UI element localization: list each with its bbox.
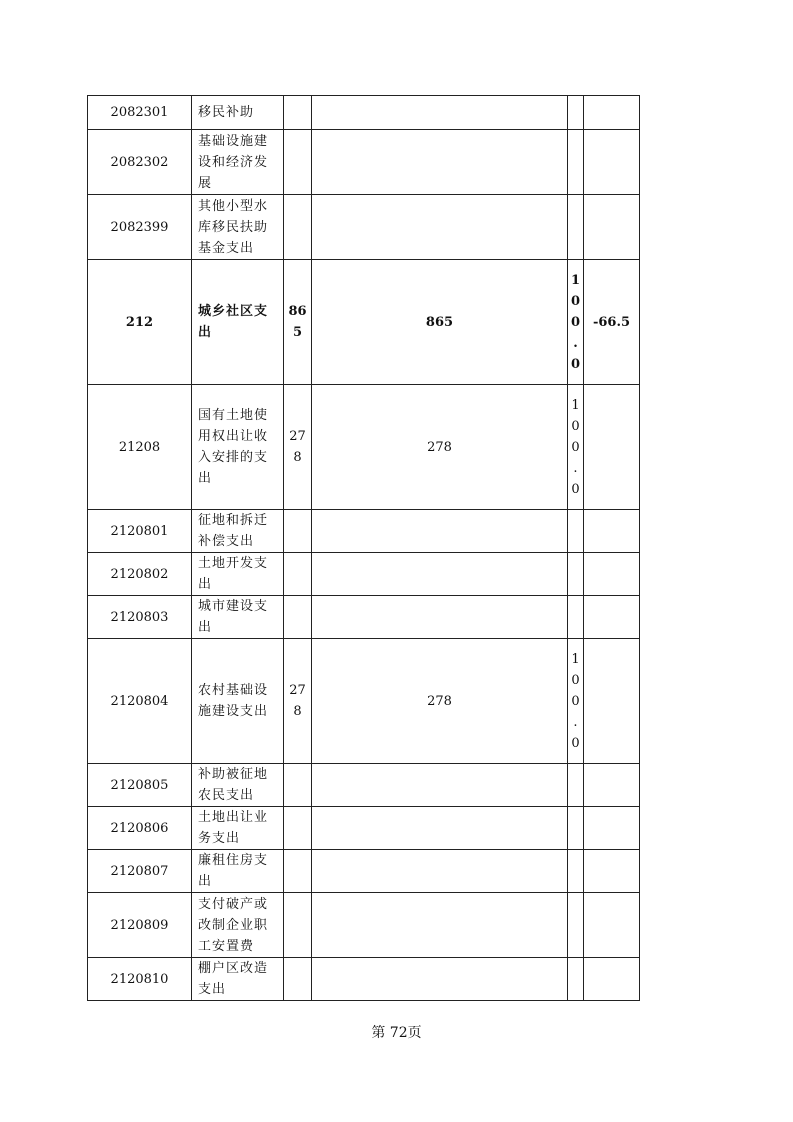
change-cell: -66.5 [584, 260, 640, 385]
percent-cell [568, 553, 584, 596]
subject-name-cell: 城乡社区支 出 [192, 260, 284, 385]
subject-code-cell: 2082302 [88, 130, 192, 195]
subject-name-cell: 移民补助 [192, 96, 284, 130]
total-cell [312, 807, 568, 850]
total-cell [312, 510, 568, 553]
percent-cell [568, 850, 584, 893]
change-cell [584, 96, 640, 130]
total-cell [312, 130, 568, 195]
subject-name-cell: 征地和拆迁 补偿支出 [192, 510, 284, 553]
amount-cell [284, 958, 312, 1001]
percent-cell [568, 893, 584, 958]
subject-name-cell: 土地开发支 出 [192, 553, 284, 596]
subject-code-cell: 212 [88, 260, 192, 385]
percent-cell: 1 0 0 . 0 [568, 385, 584, 510]
change-cell [584, 893, 640, 958]
subject-code-cell: 2120805 [88, 764, 192, 807]
subject-code-cell: 2120807 [88, 850, 192, 893]
subject-code-cell: 2120806 [88, 807, 192, 850]
total-cell [312, 195, 568, 260]
change-cell [584, 639, 640, 764]
table-row [88, 958, 640, 1001]
percent-cell [568, 96, 584, 130]
subject-code-cell: 2120802 [88, 553, 192, 596]
table-row [88, 893, 640, 958]
total-cell [312, 850, 568, 893]
amount-cell [284, 893, 312, 958]
change-cell [584, 195, 640, 260]
total-cell: 278 [312, 385, 568, 510]
amount-cell [284, 96, 312, 130]
table-row [88, 510, 640, 553]
percent-cell [568, 958, 584, 1001]
amount-cell: 27 8 [284, 639, 312, 764]
amount-cell [284, 510, 312, 553]
table-row [88, 807, 640, 850]
subject-name-cell: 支付破产或 改制企业职 工安置费 [192, 893, 284, 958]
amount-cell: 86 5 [284, 260, 312, 385]
subject-name-cell: 棚户区改造 支出 [192, 958, 284, 1001]
change-cell [584, 385, 640, 510]
amount-cell [284, 764, 312, 807]
change-cell [584, 553, 640, 596]
change-cell [584, 130, 640, 195]
percent-cell [568, 764, 584, 807]
subject-code-cell: 2082399 [88, 195, 192, 260]
subject-code-cell: 2120801 [88, 510, 192, 553]
table-row [88, 639, 640, 764]
percent-cell: 1 0 0 . 0 [568, 260, 584, 385]
total-cell [312, 958, 568, 1001]
amount-cell [284, 130, 312, 195]
total-cell [312, 893, 568, 958]
total-cell: 278 [312, 639, 568, 764]
subject-name-cell: 农村基础设 施建设支出 [192, 639, 284, 764]
subject-name-cell: 国有土地使 用权出让收 入安排的支 出 [192, 385, 284, 510]
total-cell: 865 [312, 260, 568, 385]
budget-table [87, 95, 640, 1001]
change-cell [584, 596, 640, 639]
table-row [88, 596, 640, 639]
amount-cell [284, 850, 312, 893]
table-row [88, 385, 640, 510]
amount-cell: 27 8 [284, 385, 312, 510]
percent-cell [568, 510, 584, 553]
subject-name-cell: 其他小型水 库移民扶助 基金支出 [192, 195, 284, 260]
subject-code-cell: 2120810 [88, 958, 192, 1001]
change-cell [584, 807, 640, 850]
percent-cell [568, 807, 584, 850]
subject-code-cell: 2120803 [88, 596, 192, 639]
subject-code-cell: 2120809 [88, 893, 192, 958]
table-row [88, 260, 640, 385]
percent-cell [568, 130, 584, 195]
total-cell [312, 553, 568, 596]
table-row [88, 553, 640, 596]
table-row [88, 764, 640, 807]
amount-cell [284, 553, 312, 596]
total-cell [312, 764, 568, 807]
subject-name-cell: 城市建设支 出 [192, 596, 284, 639]
subject-code-cell: 21208 [88, 385, 192, 510]
change-cell [584, 850, 640, 893]
percent-cell: 1 0 0 . 0 [568, 639, 584, 764]
percent-cell [568, 195, 584, 260]
table-row [88, 850, 640, 893]
table-row [88, 130, 640, 195]
subject-code-cell: 2082301 [88, 96, 192, 130]
change-cell [584, 510, 640, 553]
subject-name-cell: 土地出让业 务支出 [192, 807, 284, 850]
amount-cell [284, 195, 312, 260]
change-cell [584, 958, 640, 1001]
total-cell [312, 96, 568, 130]
total-cell [312, 596, 568, 639]
subject-name-cell: 基础设施建 设和经济发 展 [192, 130, 284, 195]
table-row [88, 96, 640, 130]
amount-cell [284, 596, 312, 639]
percent-cell [568, 596, 584, 639]
table-body [88, 96, 640, 1001]
table-row [88, 195, 640, 260]
subject-name-cell: 补助被征地 农民支出 [192, 764, 284, 807]
subject-name-cell: 廉租住房支 出 [192, 850, 284, 893]
change-cell [584, 764, 640, 807]
amount-cell [284, 807, 312, 850]
subject-code-cell: 2120804 [88, 639, 192, 764]
page-number: 第 72页 [371, 1025, 422, 1041]
